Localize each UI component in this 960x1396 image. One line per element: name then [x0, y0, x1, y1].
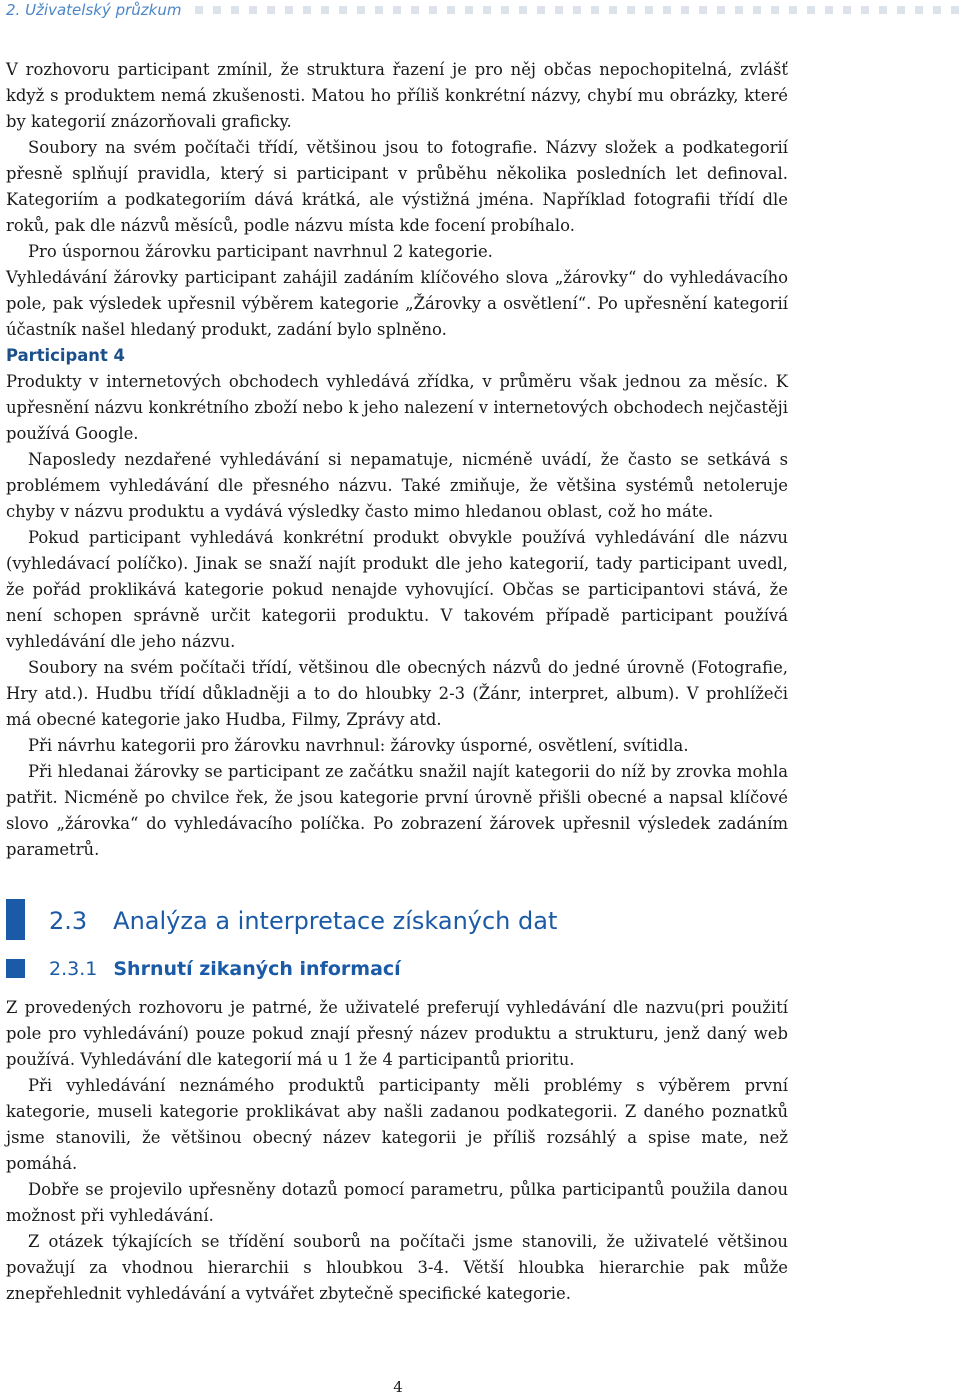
paragraph: Produkty v internetových obchodech vyhledává zřídka, v průměru však jednou za měsíc. K upřesnění názvu konkrétního zboží nebo k jeho nalezení v internetových obchodech nejčastěji používá Google. — [6, 372, 788, 443]
paragraph: Soubory na svém počítači třídí, většinou jsou to fotografie. Názvy složek a podkategorií přesně splňují pravidla, který si participant v průběhu několika posledních let definoval. Kategoriím a podkategoriím dává krátká, ale výstižná jména. Například fotografii třídí dle roků, pak dle názvů měsíců, podle názvu místa kde focení probíhalo. — [6, 138, 788, 235]
paragraph: Naposledy nezdařené vyhledávání si nepamatuje, nicméně uvádí, že často se setkává s problémem vyhledávání dle přesného názvu. Také zmiňuje, že většina systémů netoleruje chyby v názvu produktu a vydává výsledky často mimo hledanou oblast, což ho máte. — [6, 450, 788, 521]
section-title: Analýza a interpretace získaných dat — [113, 907, 558, 935]
subsection-heading — [6, 949, 788, 989]
paragraph: Vyhledávání žárovky participant zahájil zadáním klíčového slova „žárovky“ do vyhledávacího pole, pak výsledek upřesnil výběrem kategorie „Žárovky a osvětlení“. Po upřesnění kategorií účastník našel hledaný produkt, zadání bylo splněno. — [6, 268, 788, 339]
section-heading — [6, 893, 788, 949]
paragraph: Dobře se projevilo upřesněny dotazů pomocí parametru, půlka participantů použila danou možnost při vyhledávání. — [6, 1180, 788, 1225]
section-marker — [6, 899, 25, 940]
paragraph: Při návrhu kategorii pro žárovku navrhnul: žárovky úsporné, osvětlení, svítidla. — [28, 736, 689, 755]
paragraph: Při vyhledávání neznámého produktů participanty měli problémy s výběrem první kategorie, museli kategorie proklikávat aby našli zadanou podkategorii. Z daného poznatků jsme stanovili, že většinou obecný název kategorii je příliš rozsáhlý a spise mate, než pomáhá. — [6, 1076, 788, 1173]
page-number: 4 — [393, 1378, 403, 1396]
running-header — [6, 0, 960, 20]
section-number: 2.3 — [49, 907, 88, 935]
paragraph: Soubory na svém počítači třídí, většinou dle obecných názvů do jedné úrovně (Fotografie, Hry atd.). Hudbu třídí důkladněji a to do hloubky 2-3 (Žánr, interpret, album). V prohlížeči má obecné kategorie jako Hudba, Filmy, Zprávy atd. — [6, 658, 788, 729]
paragraph: Pokud participant vyhledává konkrétní produkt obvykle používá vyhledávání dle názvu (vyhledávací políčko). Jinak se snaží najít produkt dle jeho kategorií, tady participant uvedl, že pořád proklikává kategorie pokud nenajde vyhovující. Občas se participantovi stává, že není schopen správně určit kategorii produktu. V takovém případě participant používá vyhledávání dle jeho názvu. — [6, 528, 788, 651]
page-body — [6, 57, 788, 1307]
subsection-marker — [6, 959, 25, 978]
paragraph: Při hledanai žárovky se participant ze začátku snažil najít kategorii do níž by zrovka mohla patřit. Nicméně po chvilce řek, že jsou kategorie první úrovně přišli obecné a napsal klíčové slovo „žárovka“ do vyhledávacího políčka. Po zobrazení žárovek upřesnil výsledek zadáním parametrů. — [6, 762, 788, 859]
participant-heading: Participant 4 — [6, 346, 125, 365]
paragraph: Z provedených rozhovoru je patrné, že uživatelé preferují vyhledávání dle nazvu(pri použití pole pro vyhledávání) pouze pokud znají přesný název produktu a strukturu, jenž daný web používá. Vyhledávání dle kategorií má u 1 že 4 participantů prioritu. — [6, 998, 788, 1069]
paragraph: Pro úspornou žárovku participant navrhnul 2 kategorie. — [28, 242, 493, 261]
subsection-title: Shrnutí zikaných informací — [113, 958, 401, 980]
running-header-title: 2. Uživatelský průzkum — [6, 1, 182, 19]
header-decoration — [195, 6, 960, 14]
paragraph: V rozhovoru participant zmínil, že struktura řazení je pro něj občas nepochopitelná, zvlášť když s produktem nemá zkušenosti. Matou ho příliš konkrétní názvy, chybí mu obrázky, které by kategorií znázorňovali graficky. — [6, 60, 788, 131]
paragraph: Z otázek týkajících se třídění souborů na počítači jsme stanovili, že uživatelé většinou považují za vhodnou hierarchii s hloubkou 3-4. Větší hloubka hierarchie pak může znepřehlednit vyhledávání a vytvářet zbytečně specifické kategorie. — [6, 1232, 788, 1303]
subsection-number: 2.3.1 — [49, 958, 98, 980]
